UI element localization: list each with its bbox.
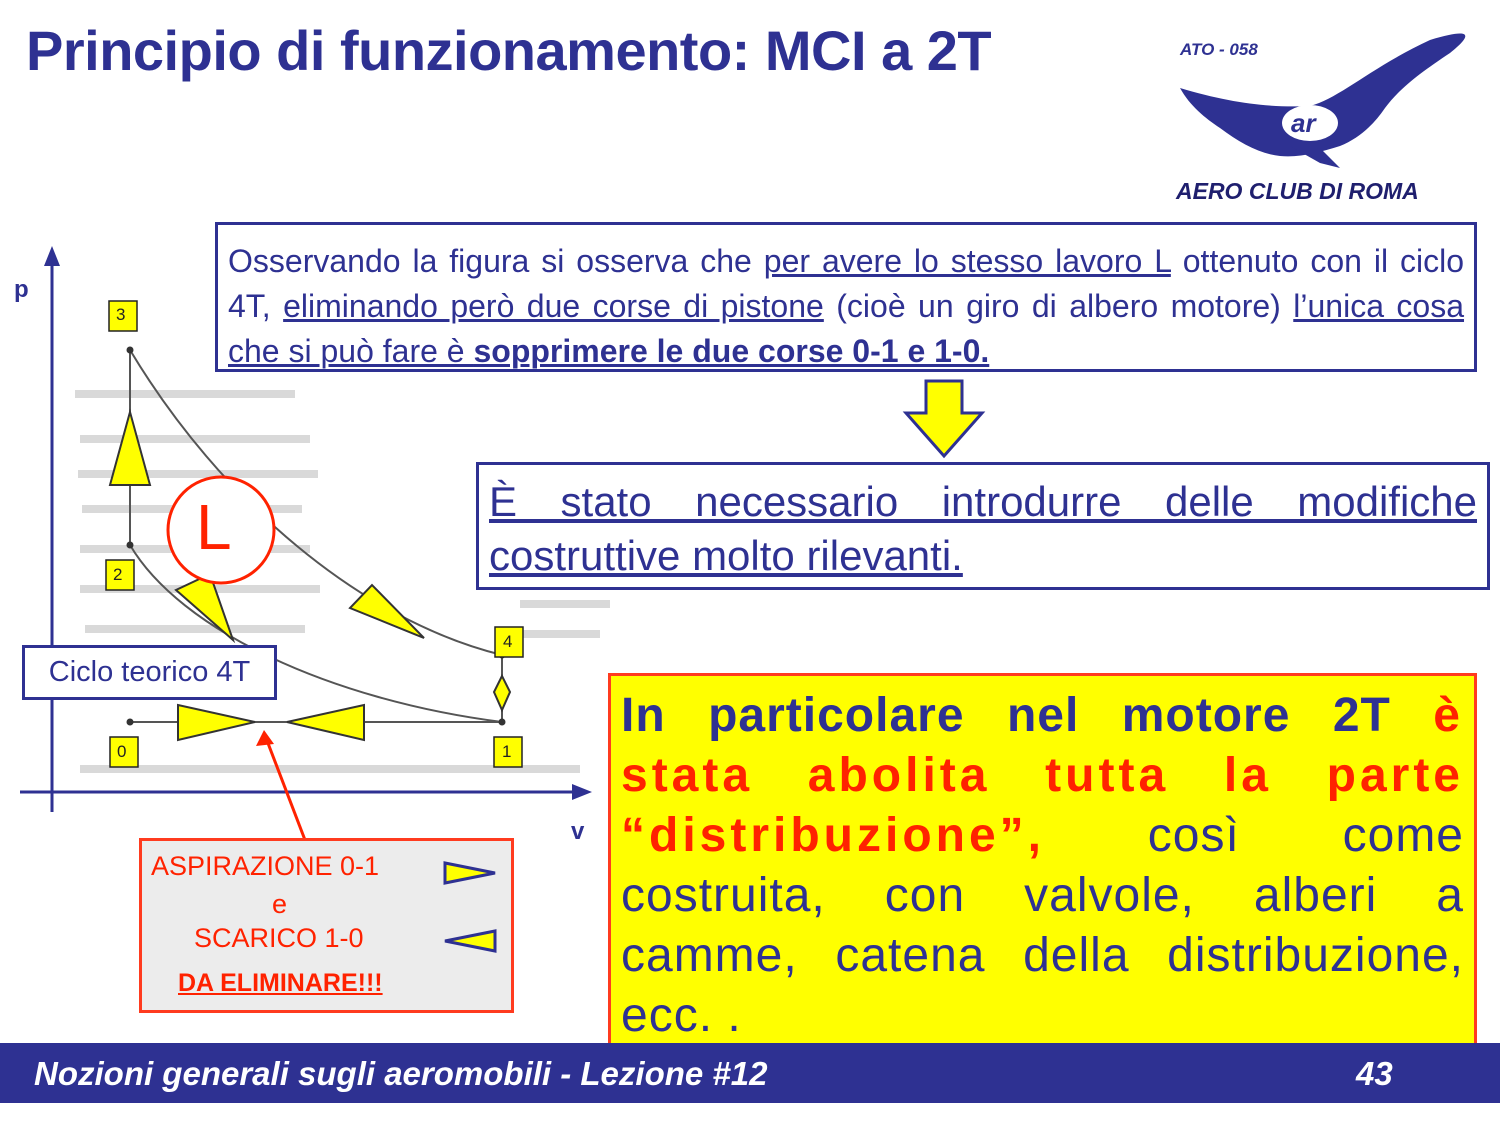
obs-bold-conclusion: sopprimere le due corse 0-1 e 1-0. [473,333,990,369]
svg-text:ar: ar [1291,108,1316,138]
logo-name: AERO CLUB DI ROMA [1176,178,1419,204]
observation-box [215,222,1477,372]
particolare-box [608,673,1477,1053]
intake-arrow-icon [440,859,500,887]
particolare-rest: così come costruita, con valvole, alberi a camme, catena della distribuzione, ecc. . [621,809,1464,1042]
exhaust-arrow-icon [440,927,500,955]
point-label-1: 1 [502,742,512,761]
aspirazione-line-3: SCARICO 1-0 [194,923,364,953]
slide-title: Principio di funzionamento: MCI a 2T [26,19,992,82]
discharge-arrow [494,676,510,710]
obs-text-2: ottenuto con il ciclo 4T, [228,243,1464,324]
exhaust-arrow [287,705,364,740]
aspirazione-line-2: e [272,889,288,919]
obs-text-1: Osservando la figura si osserva che [228,243,764,279]
obs-text-3: (cioè un giro di albero motore) [823,288,1294,324]
p-axis-label: p [14,276,29,303]
point-label-4: 4 [503,632,513,651]
compression-arrow [110,412,150,485]
page-number: 43 [1356,1055,1393,1092]
point-label-3: 3 [116,305,126,324]
aspirazione-box [139,838,514,1013]
particolare-highlight: è stata abolita tutta la parte “distribuzione”, [621,689,1464,862]
modifiche-box: È stato necessario introdurre delle modifiche costruttive molto rilevanti. [476,462,1490,590]
down-arrow-icon [902,378,986,460]
point-label-2: 2 [113,565,123,584]
logo-code: ATO - 058 [1180,40,1258,59]
point-label-0: 0 [117,742,127,761]
particolare-lead: In particolare nel motore 2T [621,689,1434,742]
obs-underline-3: l’unica cosa che si può fare è [228,288,1465,369]
pointer-line [266,738,305,840]
work-label: L [196,491,232,563]
ciclo-teorico-label: Ciclo teorico 4T [22,645,277,700]
obs-underline-1: per avere lo stesso lavoro L [763,243,1171,279]
aspirazione-line-1: ASPIRAZIONE 0-1 [151,851,380,881]
v-axis-label: v [571,818,585,845]
obs-underline-2: eliminando però due corse di pistone [283,288,824,324]
intake-arrow [178,705,255,740]
footer-text: Nozioni generali sugli aeromobili - Lezione #12 [34,1055,768,1092]
aspirazione-line-4: DA ELIMINARE!!! [178,969,383,997]
